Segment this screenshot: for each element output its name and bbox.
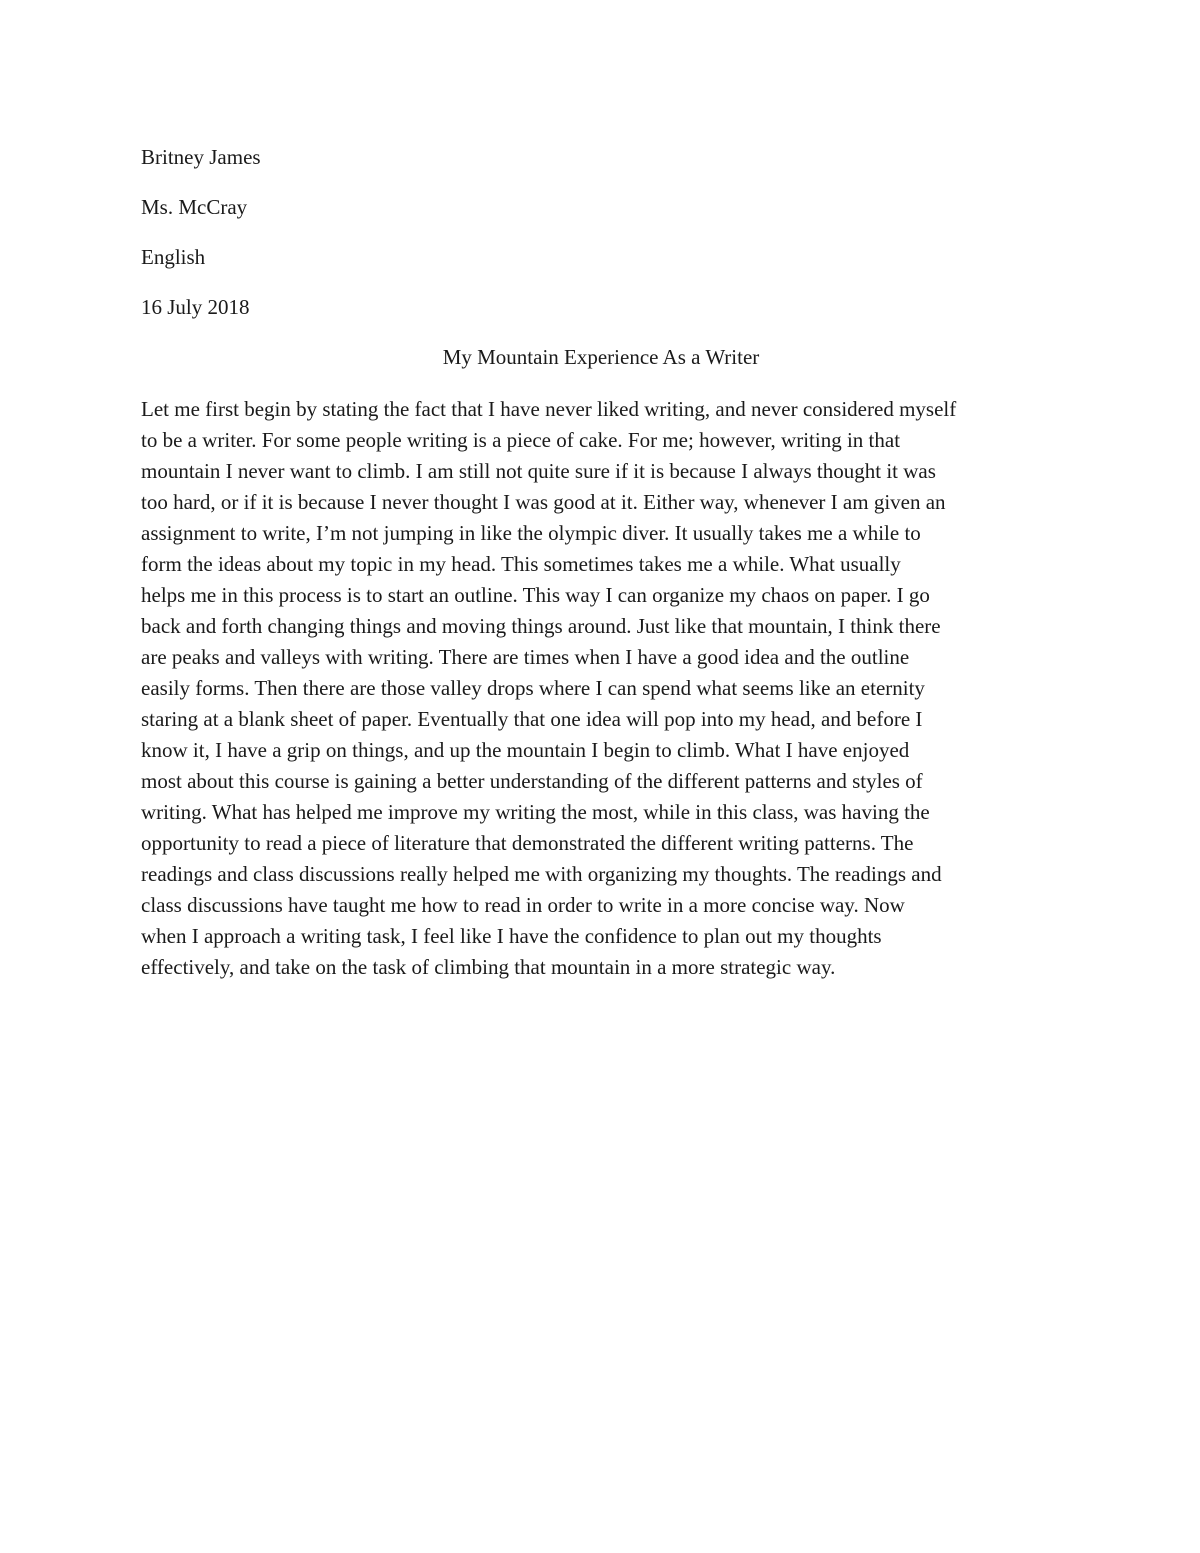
body-line: to be a writer. For some people writing is a piece of cake. For me; however, writing in that [141, 428, 901, 452]
body-line: mountain I never want to climb. I am still not quite sure if it is because I always thought it was [141, 459, 936, 483]
course-name: English [141, 245, 206, 269]
body-line: writing. What has helped me improve my writing the most, while in this class, was having the [141, 800, 930, 824]
author-name: Britney James [141, 145, 261, 169]
body-line: effectively, and take on the task of climbing that mountain in a more strategic way. [141, 955, 836, 979]
essay-title: My Mountain Experience As a Writer [442, 345, 760, 369]
body-line: when I approach a writing task, I feel like I have the confidence to plan out my thoughts [141, 924, 882, 948]
body-line: class discussions have taught me how to read in order to write in a more concise way. Now [141, 893, 905, 917]
body-line: too hard, or if it is because I never thought I was good at it. Either way, whenever I am given an [141, 490, 946, 514]
instructor-name: Ms. McCray [141, 195, 248, 219]
body-line: know it, I have a grip on things, and up the mountain I begin to climb. What I have enjoyed [141, 738, 910, 762]
body-line: staring at a blank sheet of paper. Eventually that one idea will pop into my head, and before I [141, 707, 923, 731]
body-line: opportunity to read a piece of literature that demonstrated the different writing patterns. The [141, 831, 914, 855]
body-line: form the ideas about my topic in my head. This sometimes takes me a while. What usually [141, 552, 901, 576]
body-line: assignment to write, I’m not jumping in like the olympic diver. It usually takes me a while to [141, 521, 921, 545]
body-line: easily forms. Then there are those valley drops where I can spend what seems like an eternity [141, 676, 925, 700]
body-line: Let me first begin by stating the fact that I have never liked writing, and never considered myself [141, 397, 957, 421]
body-line: back and forth changing things and moving things around. Just like that mountain, I think there [141, 614, 941, 638]
essay-body [141, 394, 1061, 983]
document-date: 16 July 2018 [141, 295, 250, 319]
body-line: are peaks and valleys with writing. There are times when I have a good idea and the outline [141, 645, 910, 669]
body-line: most about this course is gaining a better understanding of the different patterns and styles of [141, 769, 923, 793]
mla-heading [141, 142, 1061, 342]
body-line: helps me in this process is to start an outline. This way I can organize my chaos on paper. I go [141, 583, 930, 607]
body-line: readings and class discussions really helped me with organizing my thoughts. The readings and [141, 862, 942, 886]
